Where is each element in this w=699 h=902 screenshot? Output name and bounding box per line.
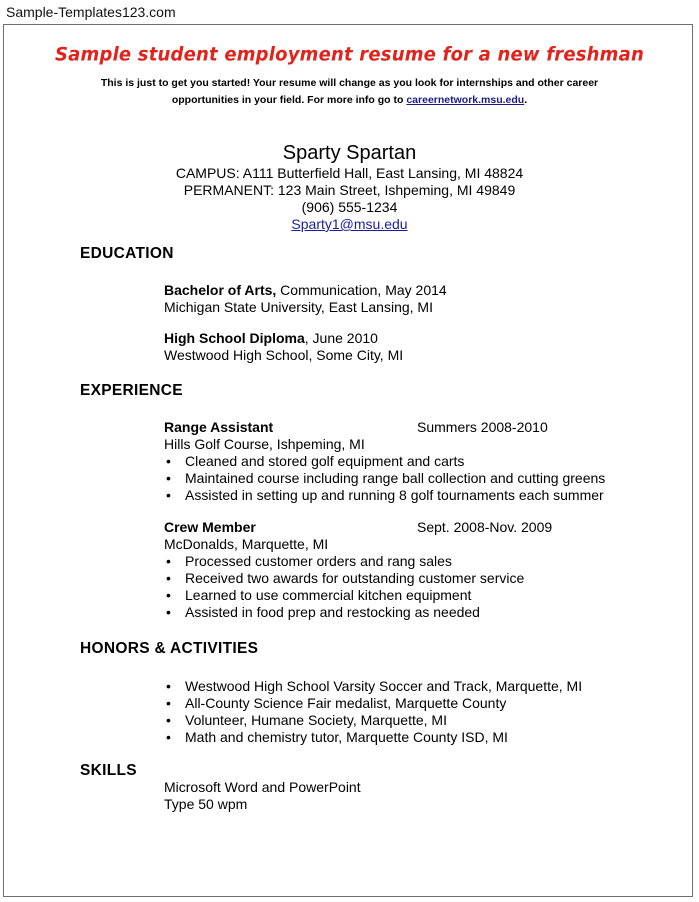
list-item: • Cleaned and stored golf equipment and carts (164, 453, 605, 470)
campus-address: CAMPUS: A111 Butterfield Hall, East Lansing, MI 48824 (175, 165, 524, 181)
section-title-honors: HONORS & ACTIVITIES (80, 640, 259, 657)
skill-item: Type 50 wpm (164, 796, 248, 812)
email-link[interactable]: Sparty1@msu.edu (291, 216, 408, 232)
section-title-experience: EXPERIENCE (80, 382, 183, 399)
candidate-name: Sparty Spartan (282, 142, 417, 164)
job-2-employer: McDonalds, Marquette, MI (164, 536, 329, 552)
list-item: • All-County Science Fair medalist, Marquette County (164, 695, 582, 712)
watermark: Sample-Templates123.com (6, 4, 176, 20)
job-1-dates: Summers 2008-2010 (417, 419, 548, 435)
section-title-education: EDUCATION (80, 245, 174, 262)
list-item: • Maintained course including range ball collection and cutting greens (164, 470, 605, 487)
career-network-link[interactable]: careernetwork.msu.edu (406, 94, 525, 106)
section-title-skills: SKILLS (80, 762, 137, 779)
job-2 (164, 519, 553, 621)
honors-list-block (164, 678, 582, 746)
honors-list (164, 678, 582, 746)
intro-note (0, 75, 699, 109)
job-2-duties (164, 553, 524, 621)
job-2-dates: Sept. 2008-Nov. 2009 (417, 519, 553, 535)
degree-2: High School Diploma (164, 330, 305, 346)
phone-number: (906) 555-1234 (301, 199, 398, 215)
skill-item: Microsoft Word and PowerPoint (164, 779, 361, 795)
headline-annotation: Sample student employment resume for a new freshman (55, 43, 644, 66)
intro-line-2-text: opportunities in your field. For more info go to (171, 94, 407, 106)
school-2: Westwood High School, Some City, MI (164, 347, 404, 363)
degree-1-detail: Communication, May 2014 (276, 282, 447, 298)
list-item: • Math and chemistry tutor, Marquette County ISD, MI (164, 729, 582, 746)
job-1-employer: Hills Golf Course, Ishpeming, MI (164, 436, 365, 452)
degree-1: Bachelor of Arts, (164, 282, 277, 298)
list-item: • Learned to use commercial kitchen equipment (164, 587, 524, 604)
intro-line-2-end: . (524, 94, 528, 106)
job-1-duties (164, 453, 605, 504)
list-item: • Received two awards for outstanding customer service (164, 570, 524, 587)
list-item: • Assisted in setting up and running 8 golf tournaments each summer (164, 487, 605, 504)
skills-block (164, 779, 361, 813)
degree-2-detail: , June 2010 (304, 330, 378, 346)
list-item: • Processed customer orders and rang sales (164, 553, 524, 570)
education-entry-1 (164, 282, 447, 316)
intro-line-1: This is just to get you started! Your resume will change as you look for internships and other career (100, 77, 599, 89)
list-item: • Volunteer, Humane Society, Marquette, MI (164, 712, 582, 729)
list-item: • Westwood High School Varsity Soccer and Track, Marquette, MI (164, 678, 582, 695)
list-item: • Assisted in food prep and restocking as needed (164, 604, 524, 621)
intro-line-2 (0, 92, 699, 109)
job-1 (164, 419, 605, 504)
education-entry-2 (164, 330, 403, 364)
contact-header (0, 141, 699, 233)
permanent-address: PERMANENT: 123 Main Street, Ishpeming, MI 49849 (183, 182, 516, 198)
job-1-role: Range Assistant (164, 419, 274, 435)
school-1: Michigan State University, East Lansing, MI (164, 299, 433, 315)
job-2-role: Crew Member (164, 519, 256, 535)
